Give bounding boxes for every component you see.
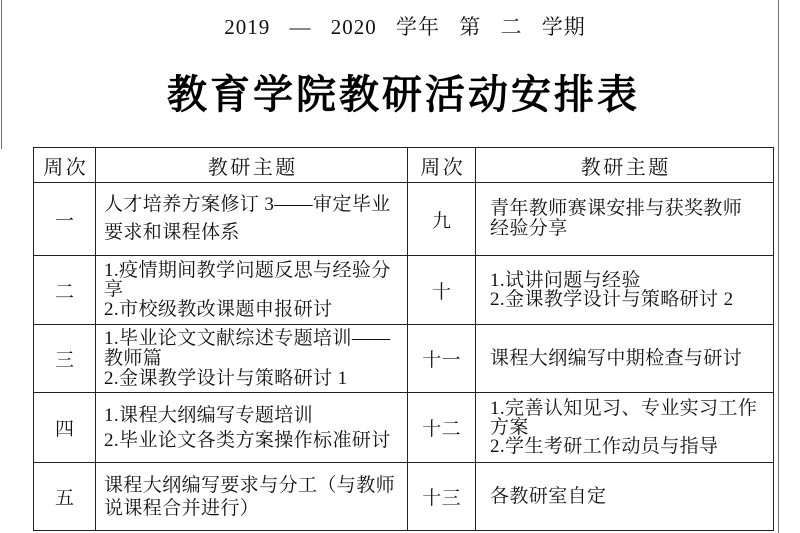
week-cell: 十一 [408, 325, 476, 393]
week-cell: 四 [34, 393, 96, 463]
topic-item: 课程大纲编写中期检查与研讨 [490, 347, 743, 369]
schedule-table [33, 147, 774, 531]
topic-cell [476, 325, 774, 393]
topic-list [104, 474, 402, 520]
topic-item: 人才培养方案修订 3——审定毕业要求和课程体系 [104, 194, 391, 243]
week-cell: 十三 [408, 463, 476, 531]
topic-list [104, 329, 402, 389]
topic-list [490, 349, 760, 369]
column-header-week-right: 周次 [408, 148, 476, 183]
column-header-topic-left: 教研主题 [96, 148, 408, 183]
topic-cell [476, 256, 774, 325]
topic-item: 1.完善认知见习、专业实习工作方案 [490, 398, 758, 438]
week-cell: 五 [34, 463, 96, 531]
column-header-week-left: 周次 [34, 148, 96, 183]
topic-item: 2.金课教学设计与策略研讨 2 [490, 289, 734, 310]
week-cell: 二 [34, 256, 96, 325]
topic-item: 各教研室自定 [490, 485, 607, 507]
topic-cell [96, 463, 408, 531]
topic-item: 2.金课教学设计与策略研讨 1 [104, 367, 348, 389]
week-cell: 九 [408, 183, 476, 256]
topic-cell [96, 256, 408, 325]
topic-cell [96, 325, 408, 393]
topic-cell [96, 183, 408, 256]
topic-list [104, 191, 402, 247]
topic-list [104, 403, 402, 453]
column-header-topic-right: 教研主题 [476, 148, 774, 183]
topic-list [490, 271, 760, 309]
topic-list [490, 399, 760, 456]
topic-item: 1.疫情期间教学问题反思与经验分享 [104, 259, 391, 301]
term-heading: 2019 — 2020 学年 第 二 学期 [224, 15, 586, 39]
week-cell: 十 [408, 256, 476, 325]
topic-item: 2.市校级教改课题申报研讨 [104, 298, 333, 320]
topic-item: 2.毕业论文各类方案操作标准研讨 [104, 429, 391, 451]
document-title: 教育学院教研活动安排表 [167, 72, 640, 117]
topic-cell [96, 393, 408, 463]
topic-item: 1.毕业论文文献综述专题培训——教师篇 [104, 327, 391, 369]
topic-item: 2.学生考研工作动员与指导 [490, 436, 719, 457]
topic-list [104, 261, 402, 320]
week-cell: 三 [34, 325, 96, 393]
week-cell: 一 [34, 183, 96, 256]
topic-item: 青年教师赛课安排与获奖教师经验分享 [490, 198, 743, 239]
topic-list [490, 199, 760, 239]
topic-item: 1.试讲问题与经验 [490, 270, 641, 291]
topic-item: 课程大纲编写要求与分工（与教师说课程合并进行） [104, 474, 396, 519]
topic-cell [476, 463, 774, 531]
topic-cell [476, 393, 774, 463]
topic-cell [476, 183, 774, 256]
week-cell: 十二 [408, 393, 476, 463]
topic-item: 1.课程大纲编写专题培训 [104, 404, 314, 426]
topic-list [490, 487, 760, 507]
